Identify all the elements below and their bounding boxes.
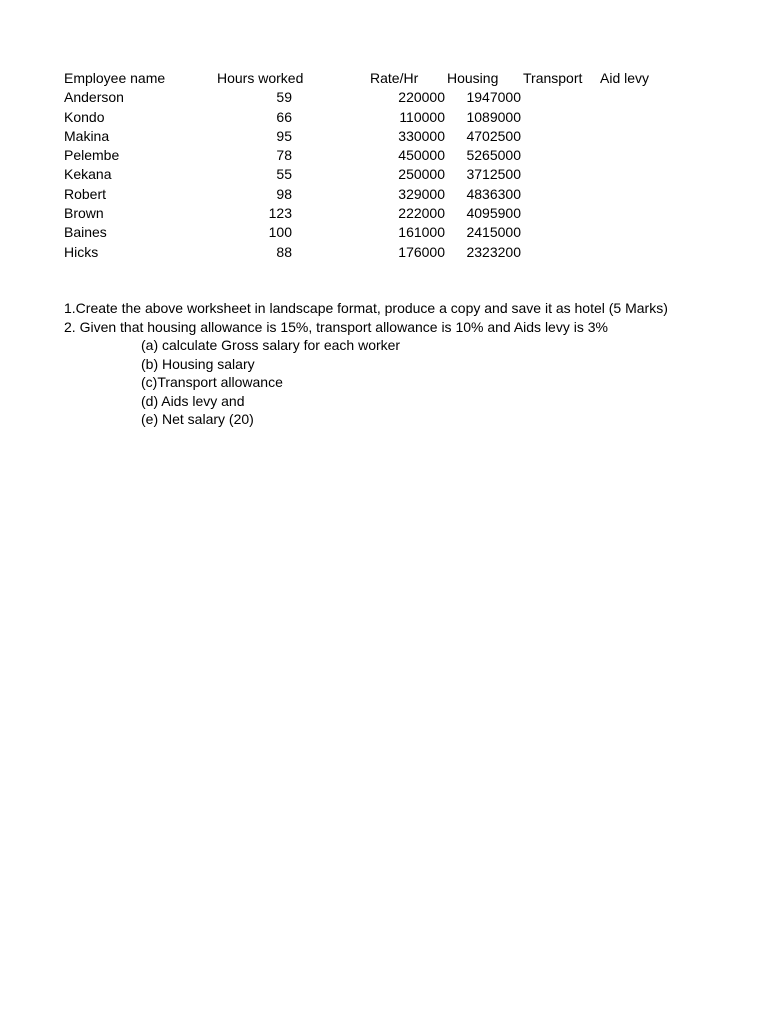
rate-cell: 220000 [398,89,445,105]
housing-cell: 4702500 [466,127,521,144]
rate-cell: 110000 [399,108,445,125]
employee-name-cell: Robert [64,185,107,202]
hours-cell: 95 [276,127,292,144]
housing-cell: 1089000 [466,108,521,125]
header-hours-worked: Hours worked [217,70,304,86]
hours-cell: 88 [276,243,292,260]
header-employee-name: Employee name [64,70,166,86]
table-row [0,204,768,223]
table-row [0,108,768,127]
housing-cell: 5265000 [466,147,521,163]
rate-cell: 450000 [398,147,445,163]
table-header-row [0,69,768,88]
rate-cell: 161000 [398,224,445,240]
employee-name-cell: Makina [64,127,110,144]
table-row [0,88,768,107]
table-row [0,127,768,146]
header-aid-levy: Aid levy [600,70,650,86]
question-1: 1.Create the above worksheet in landscape format, produce a copy and save it as hotel (5 Marks) [64,299,668,316]
question-2-part-b: (b) Housing salary [141,355,255,372]
question-2-part-c: (c)Transport allowance [141,374,283,390]
housing-cell: 4836300 [466,185,521,202]
hours-cell: 123 [268,205,292,221]
rate-cell: 250000 [398,166,445,182]
table-row [0,243,768,262]
employee-name-cell: Hicks [64,243,99,260]
employee-name-cell: Anderson [64,89,124,105]
hours-cell: 66 [276,108,292,125]
housing-cell: 2323200 [466,243,521,260]
header-housing: Housing [447,70,499,86]
rate-cell: 222000 [398,205,445,221]
hours-cell: 55 [276,166,292,182]
housing-cell: 2415000 [466,224,521,240]
rate-cell: 330000 [398,127,445,144]
header-rate-per-hour: Rate/Hr [370,70,419,86]
housing-cell: 1947000 [466,89,521,105]
table-row [0,146,768,165]
table-row [0,223,768,242]
rate-cell: 329000 [398,185,445,202]
question-2-part-d: (d) Aids levy and [141,392,245,409]
header-transport: Transport [523,70,583,86]
hours-cell: 98 [276,185,292,202]
table-row [0,165,768,184]
question-2-part-e: (e) Net salary (20) [141,410,254,427]
housing-cell: 4095900 [466,205,521,221]
employee-name-cell: Kekana [64,166,112,182]
employee-name-cell: Kondo [64,108,105,125]
hours-cell: 78 [276,147,292,163]
table-row [0,185,768,204]
question-2-part-a: (a) calculate Gross salary for each worker [141,337,401,353]
employee-name-cell: Pelembe [64,147,120,163]
hours-cell: 100 [268,224,292,240]
rate-cell: 176000 [398,243,445,260]
hours-cell: 59 [276,89,292,105]
employee-name-cell: Baines [64,224,107,240]
housing-cell: 3712500 [466,166,521,182]
employee-name-cell: Brown [64,205,104,221]
question-2: 2. Given that housing allowance is 15%, transport allowance is 10% and Aids levy is 3% [64,318,608,335]
